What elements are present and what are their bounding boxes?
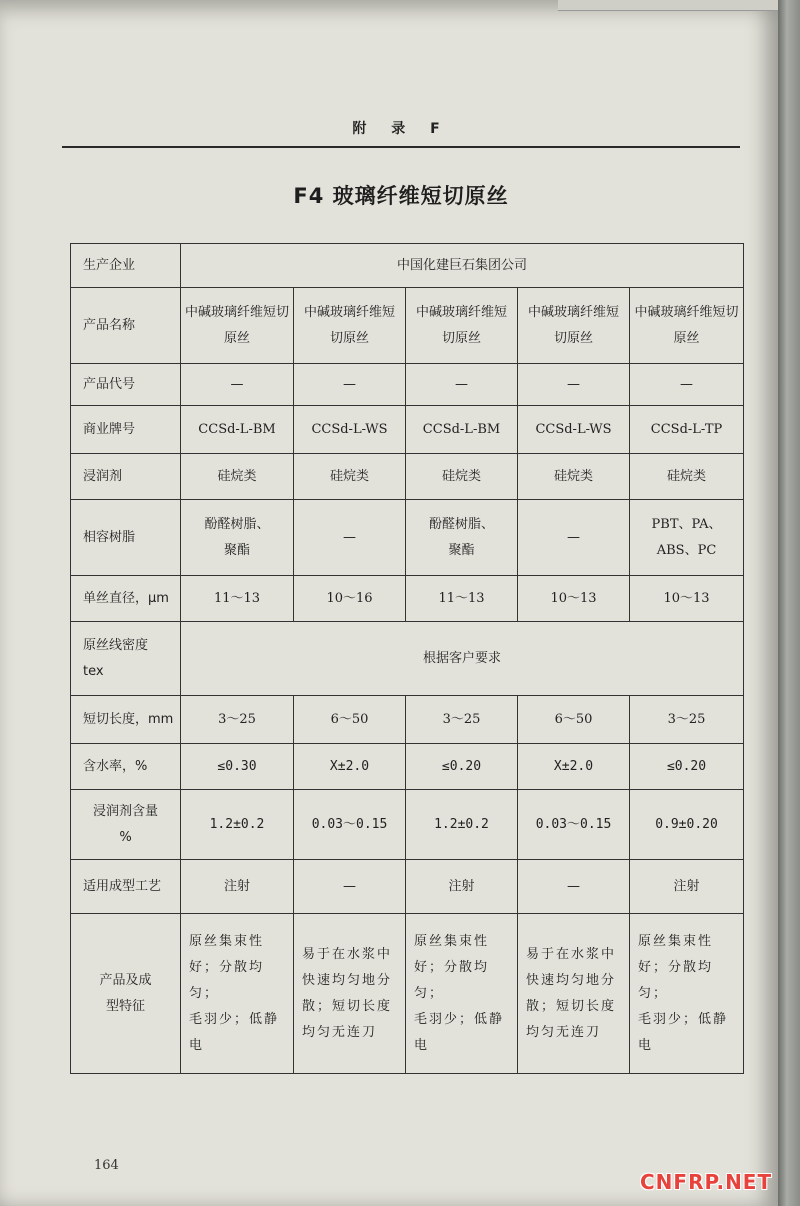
label-line: 浸润剂含量 bbox=[92, 803, 158, 819]
table-row bbox=[71, 860, 744, 914]
cell-line: 易于在水浆中 bbox=[302, 946, 393, 962]
molding-process-cell: 注射 bbox=[630, 860, 744, 914]
row-label-product-code: 产品代号 bbox=[71, 364, 181, 406]
product-name-cell: 中碱玻璃纤维短切原丝 bbox=[630, 288, 744, 364]
label-line: 原丝线密度 bbox=[83, 637, 149, 653]
features-cell bbox=[294, 914, 406, 1074]
cell-line: 好；分散均匀； bbox=[638, 959, 714, 1001]
molding-process-cell: 注射 bbox=[406, 860, 518, 914]
cell-line: 聚酯 bbox=[448, 542, 475, 558]
compatible-resin-cell bbox=[518, 500, 630, 576]
row-label-product-name: 产品名称 bbox=[71, 288, 181, 364]
sizing-content-cell: 0.9±0.20 bbox=[630, 790, 744, 860]
chopped-length-cell: 6～50 bbox=[294, 696, 406, 744]
moisture-cell: ≤0.30 bbox=[181, 744, 294, 790]
table-row bbox=[71, 744, 744, 790]
chopped-length-cell: 3～25 bbox=[630, 696, 744, 744]
table-row bbox=[71, 364, 744, 406]
label-line: tex bbox=[83, 663, 104, 679]
brand-cell: CCSd-L-WS bbox=[294, 406, 406, 454]
features-cell bbox=[181, 914, 294, 1074]
chopped-length-cell: 3～25 bbox=[406, 696, 518, 744]
cell-line: 均匀无连刀 bbox=[526, 1024, 602, 1040]
sizing-agent-cell: 硅烷类 bbox=[518, 454, 630, 500]
sizing-content-cell: 0.03～0.15 bbox=[518, 790, 630, 860]
row-label-molding-process: 适用成型工艺 bbox=[71, 860, 181, 914]
filament-diameter-cell: 10～13 bbox=[518, 576, 630, 622]
row-label-sizing-content bbox=[71, 790, 181, 860]
cell-line: 毛羽少；低静 bbox=[638, 1011, 729, 1027]
table-row bbox=[71, 576, 744, 622]
cell-line: 均匀无连刀 bbox=[302, 1024, 378, 1040]
product-code-cell: — bbox=[181, 364, 294, 406]
table-row bbox=[71, 244, 744, 288]
brand-cell: CCSd-L-BM bbox=[406, 406, 518, 454]
moisture-cell: ≤0.20 bbox=[406, 744, 518, 790]
page-edge bbox=[778, 0, 800, 1206]
compatible-resin-cell bbox=[294, 500, 406, 576]
product-code-cell: — bbox=[294, 364, 406, 406]
row-label-filament-diameter: 单丝直径，μm bbox=[71, 576, 181, 622]
sizing-agent-cell: 硅烷类 bbox=[181, 454, 294, 500]
sizing-agent-cell: 硅烷类 bbox=[406, 454, 518, 500]
product-code-cell: — bbox=[518, 364, 630, 406]
page-title: F4 玻璃纤维短切原丝 bbox=[293, 184, 509, 208]
compatible-resin-cell bbox=[630, 500, 744, 576]
table-row bbox=[71, 790, 744, 860]
features-cell bbox=[518, 914, 630, 1074]
manufacturer-value: 中国化建巨石集团公司 bbox=[181, 244, 744, 288]
spec-table bbox=[70, 243, 744, 1074]
filament-diameter-cell: 11～13 bbox=[406, 576, 518, 622]
cell-line: 原丝集束性 bbox=[638, 933, 714, 949]
product-name-cell: 中碱玻璃纤维短切原丝 bbox=[518, 288, 630, 364]
sizing-content-cell: 1.2±0.2 bbox=[181, 790, 294, 860]
molding-process-cell: 注射 bbox=[181, 860, 294, 914]
filament-diameter-cell: 10～13 bbox=[630, 576, 744, 622]
row-label-brand: 商业牌号 bbox=[71, 406, 181, 454]
row-label-sizing-agent: 浸润剂 bbox=[71, 454, 181, 500]
row-label-linear-density bbox=[71, 622, 181, 696]
page-top-strip bbox=[558, 0, 778, 11]
features-cell bbox=[630, 914, 744, 1074]
row-label-features bbox=[71, 914, 181, 1074]
filament-diameter-cell: 11～13 bbox=[181, 576, 294, 622]
chopped-length-cell: 3～25 bbox=[181, 696, 294, 744]
cell-line: 酚醛树脂、 bbox=[204, 516, 270, 532]
watermark: CNFRP.NET bbox=[640, 1170, 773, 1194]
cell-line: 快速均匀地分 bbox=[302, 972, 393, 988]
brand-cell: CCSd-L-BM bbox=[181, 406, 294, 454]
moisture-cell: ≤0.20 bbox=[630, 744, 744, 790]
moisture-cell: X±2.0 bbox=[294, 744, 406, 790]
header-label: 附 录 F bbox=[352, 121, 450, 137]
sizing-content-cell: 1.2±0.2 bbox=[406, 790, 518, 860]
brand-cell: CCSd-L-TP bbox=[630, 406, 744, 454]
cell-line: 电 bbox=[189, 1037, 205, 1053]
cell-line: 聚酯 bbox=[223, 542, 250, 558]
cell-line: 好；分散均匀； bbox=[189, 959, 265, 1001]
label-line: % bbox=[119, 829, 132, 845]
cell-line: PBT、PA、 bbox=[651, 516, 722, 532]
cell-line: 毛羽少；低静 bbox=[189, 1011, 280, 1027]
cell-line: 电 bbox=[638, 1037, 654, 1053]
page-number: 164 bbox=[94, 1158, 119, 1173]
row-label-compatible-resin: 相容树脂 bbox=[71, 500, 181, 576]
chopped-length-cell: 6～50 bbox=[518, 696, 630, 744]
sizing-agent-cell: 硅烷类 bbox=[630, 454, 744, 500]
row-label-chopped-length: 短切长度，mm bbox=[71, 696, 181, 744]
running-header bbox=[62, 112, 740, 148]
cell-line: 电 bbox=[414, 1037, 430, 1053]
cell-line: ABS、PC bbox=[656, 542, 717, 558]
label-line: 型特征 bbox=[105, 998, 145, 1014]
features-cell bbox=[406, 914, 518, 1074]
linear-density-value: 根据客户要求 bbox=[181, 622, 744, 696]
label-line: 产品及成 bbox=[99, 972, 152, 988]
compatible-resin-cell bbox=[181, 500, 294, 576]
compatible-resin-cell bbox=[406, 500, 518, 576]
row-label-moisture: 含水率，% bbox=[71, 744, 181, 790]
product-name-cell: 中碱玻璃纤维短切原丝 bbox=[181, 288, 294, 364]
cell-line: 原丝集束性 bbox=[414, 933, 490, 949]
table-row bbox=[71, 500, 744, 576]
product-name-cell: 中碱玻璃纤维短切原丝 bbox=[406, 288, 518, 364]
sizing-content-cell: 0.03～0.15 bbox=[294, 790, 406, 860]
cell-line: — bbox=[567, 529, 580, 545]
product-name-cell: 中碱玻璃纤维短切原丝 bbox=[294, 288, 406, 364]
product-code-cell: — bbox=[406, 364, 518, 406]
sizing-agent-cell: 硅烷类 bbox=[294, 454, 406, 500]
cell-line: 毛羽少；低静 bbox=[414, 1011, 505, 1027]
row-label-manufacturer: 生产企业 bbox=[71, 244, 181, 288]
molding-process-cell: — bbox=[518, 860, 630, 914]
table-row bbox=[71, 914, 744, 1074]
cell-line: 散；短切长度 bbox=[302, 998, 393, 1014]
cell-line: 好；分散均匀； bbox=[414, 959, 490, 1001]
cell-line: 易于在水浆中 bbox=[526, 946, 617, 962]
table-row bbox=[71, 696, 744, 744]
cell-line: — bbox=[343, 529, 356, 545]
cell-line: 酚醛树脂、 bbox=[428, 516, 494, 532]
product-code-cell: — bbox=[630, 364, 744, 406]
cell-line: 原丝集束性 bbox=[189, 933, 265, 949]
brand-cell: CCSd-L-WS bbox=[518, 406, 630, 454]
cell-line: 散；短切长度 bbox=[526, 998, 617, 1014]
moisture-cell: X±2.0 bbox=[518, 744, 630, 790]
cell-line: 快速均匀地分 bbox=[526, 972, 617, 988]
table-row bbox=[71, 406, 744, 454]
molding-process-cell: — bbox=[294, 860, 406, 914]
table-row bbox=[71, 288, 744, 364]
table-row bbox=[71, 622, 744, 696]
table-row bbox=[71, 454, 744, 500]
filament-diameter-cell: 10～16 bbox=[294, 576, 406, 622]
